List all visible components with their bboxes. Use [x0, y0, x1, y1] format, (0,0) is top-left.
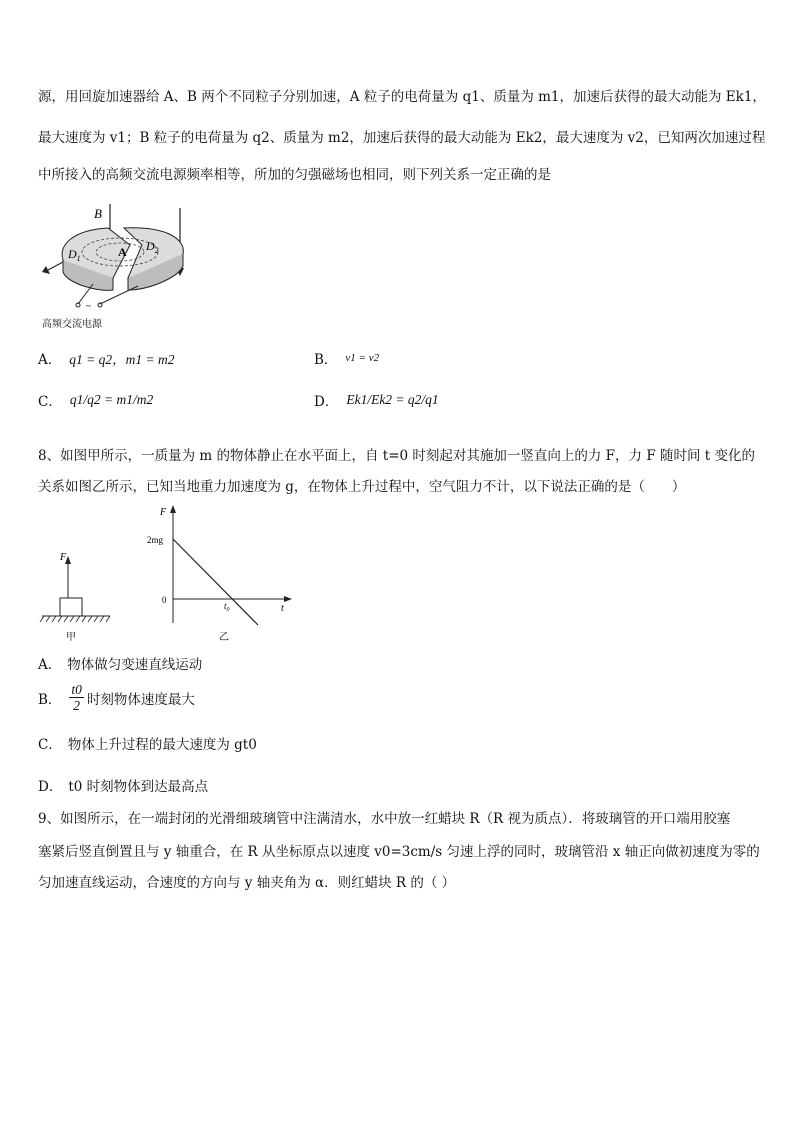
- q8-line-2: [38, 478, 685, 496]
- figure-jia: [38, 548, 113, 628]
- figure-yi-graph: [140, 503, 300, 633]
- fraction-numerator: t0: [71, 682, 82, 697]
- f-t-line: [173, 539, 258, 625]
- label-B: B: [94, 206, 102, 221]
- cyclotron-caption: 高频交流电源: [42, 319, 102, 330]
- label-D2: $D_2$: [146, 239, 159, 255]
- yi-label-t: t: [281, 603, 284, 614]
- q7-option-b-letter: B．: [314, 352, 338, 368]
- q7-line-1: [38, 88, 766, 106]
- q7-option-d-text: Ek1/Ek2 = q2/q1: [346, 392, 439, 407]
- fraction-denominator: 2: [73, 698, 81, 713]
- q8-line-1: [38, 447, 755, 465]
- q8-line-2-text: 关系如图乙所示，已知当地重力加速度为 g，在物体上升过程中，空气阻力不计，以下说法正确的是（ ）: [38, 479, 686, 495]
- q8-option-b-fraction: [69, 682, 84, 713]
- label-D1: $D_1$: [68, 247, 81, 263]
- yi-label-t0: $t_0$: [224, 601, 230, 613]
- q7-option-b[interactable]: [314, 348, 379, 368]
- q7-line-3: [38, 166, 551, 184]
- yi-label-0: 0: [162, 595, 167, 605]
- q8-option-c[interactable]: [38, 733, 257, 753]
- yi-label-2mg: 2mg: [147, 535, 164, 545]
- q7-option-d[interactable]: [314, 390, 439, 410]
- q8-option-d-letter: D．: [38, 779, 63, 795]
- q9-line-3: [38, 874, 455, 892]
- q7-option-d-letter: D．: [314, 394, 339, 410]
- figure-yi-caption: 乙: [219, 632, 229, 643]
- jia-label-F: F: [60, 552, 67, 563]
- q8-option-a[interactable]: [38, 653, 202, 673]
- q8-option-b-letter: B．: [38, 691, 62, 708]
- q9-line-1-text: 9、如图所示，在一端封闭的光滑细玻璃管中注满清水，水中放一红蜡块 R（R 视为质点）．将玻璃管的开口端用胶塞: [38, 811, 731, 827]
- q8-option-d-text: t0 时刻物体到达最高点: [68, 779, 209, 795]
- q7-option-c[interactable]: [38, 390, 153, 410]
- q8-option-d[interactable]: [38, 775, 208, 795]
- q8-option-b[interactable]: [38, 682, 195, 713]
- q8-line-1-text: 8、如图甲所示，一质量为 m 的物体静止在水平面上，自 t=0 时刻起对其施加一竖直向上的力 F，力 F 随时间 t 变化的: [38, 448, 755, 464]
- q8-option-c-text: 物体上升过程的最大速度为 gt0: [67, 737, 257, 753]
- cyclotron-figure: [38, 200, 198, 330]
- q9-line-1: [38, 810, 730, 828]
- q9-line-2-text: 塞紧后竖直倒置且与 y 轴重合，在 R 从坐标原点以速度 v0=3cm/s 匀速上浮的同时，玻璃管沿 x 轴正向做初速度为零的: [38, 844, 760, 860]
- q7-line-2-text: 最大速度为 v1；B 粒子的电荷量为 q2、质量为 m2，加速后获得的最大动能为 Ek2，最大速度为 v2，已知两次加速过程: [38, 130, 766, 146]
- q7-option-a-letter: A．: [38, 352, 62, 368]
- label-A: A: [118, 245, 127, 259]
- yi-label-F: F: [160, 507, 167, 518]
- q9-line-3-text: 匀加速直线运动，合速度的方向与 y 轴夹角为 α．则红蜡块 R 的（ ）: [38, 875, 456, 891]
- q7-option-c-letter: C．: [38, 394, 62, 410]
- q7-option-a-text: q1 = q2，m1 = m2: [69, 352, 175, 367]
- q8-option-a-letter: A．: [38, 657, 62, 673]
- q7-option-b-text: v1 = v2: [345, 352, 380, 364]
- q7-line-2: [38, 129, 765, 147]
- q7-option-c-text: q1/q2 = m1/m2: [69, 392, 154, 407]
- q8-option-c-letter: C．: [38, 737, 62, 753]
- q7-line-1-text: 源，用回旋加速器给 A、B 两个不同粒子分别加速，A 粒子的电荷量为 q1、质量为 m1，加速后获得的最大动能为 Ek1，: [38, 89, 766, 105]
- q7-line-3-text: 中所接入的高频交流电源频率相等，所加的匀强磁场也相同，则下列关系一定正确的是: [38, 167, 551, 183]
- q9-line-2: [38, 843, 760, 861]
- q8-option-b-text: 时刻物体速度最大: [86, 691, 195, 708]
- svg-text:~: ~: [86, 301, 91, 311]
- figure-jia-caption: 甲: [66, 632, 76, 643]
- q7-option-a[interactable]: [38, 348, 174, 368]
- q8-option-a-text: 物体做匀变速直线运动: [67, 657, 203, 673]
